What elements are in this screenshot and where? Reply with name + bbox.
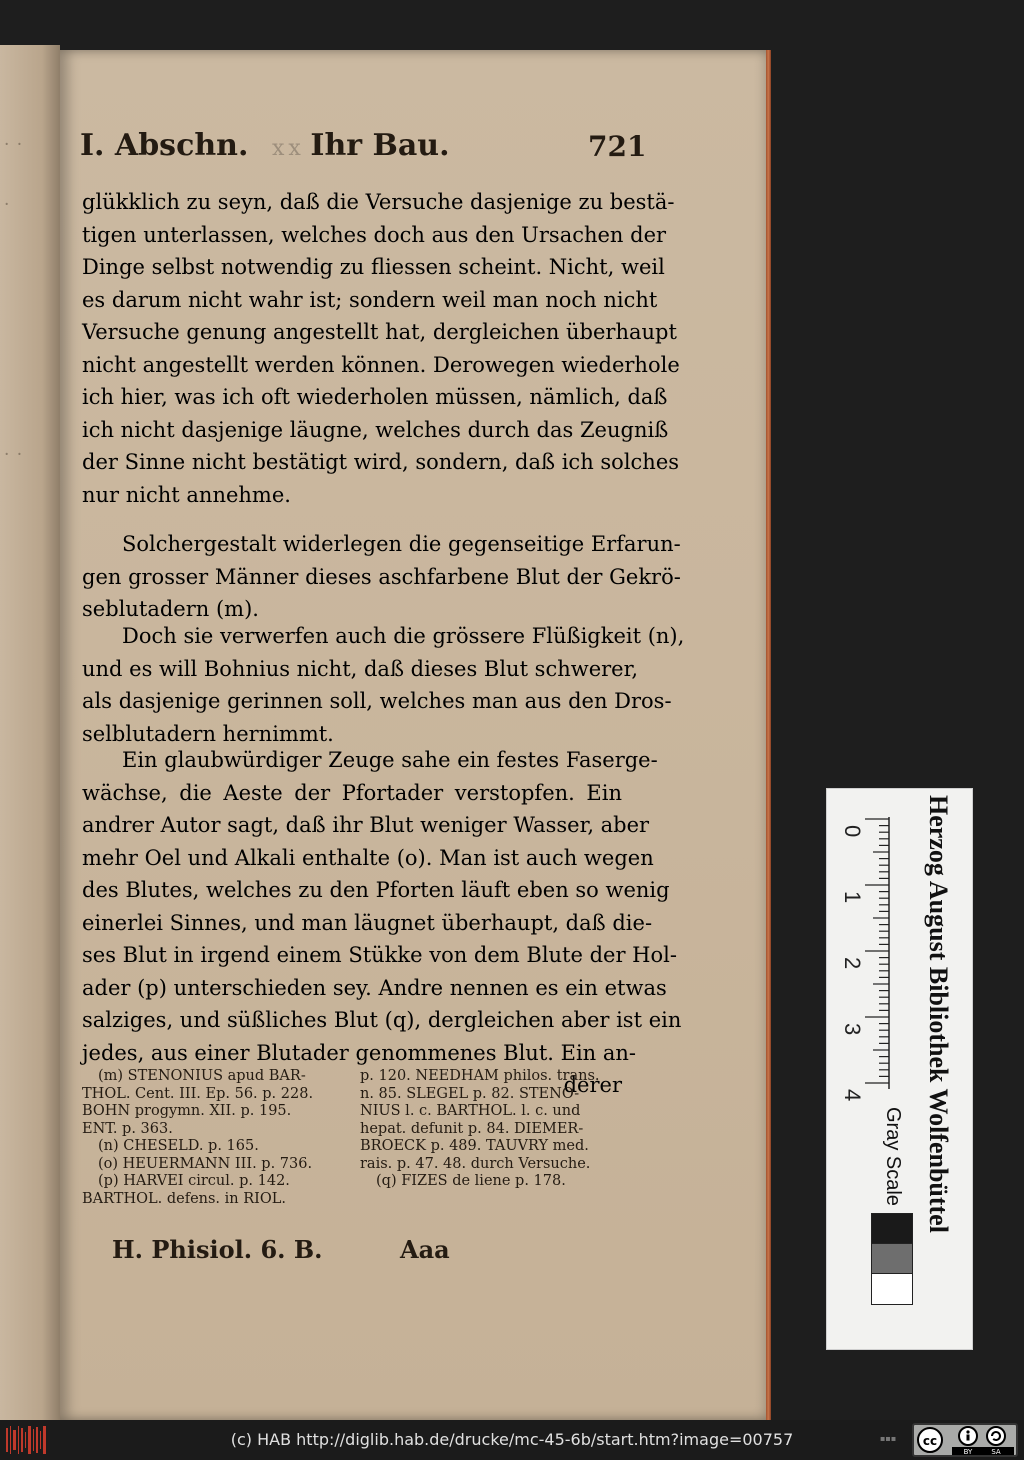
text-line: nur nicht annehme. xyxy=(82,482,291,507)
text-line: ich nicht dasjenige läugne, welches durch das Zeugniß xyxy=(82,417,669,442)
text-line: jedes, aus einer Blutader genommenes Blut. Ein an- xyxy=(82,1040,637,1065)
text-line: mehr Oel und Alkali enthalte (o). Man ist auch wegen xyxy=(82,845,654,870)
text-line: nicht angestellt werden können. Derowegen wiederhole xyxy=(82,352,680,377)
svg-text:BY: BY xyxy=(963,1448,973,1455)
text-line: glükklich zu seyn, daß die Versuche dasjenige zu bestä- xyxy=(82,190,675,214)
footnote-line: n. 85. SLEGEL p. 82. STENO- xyxy=(360,1085,580,1102)
text-line: einerlei Sinnes, und man läugnet überhaupt, daß die- xyxy=(82,910,653,935)
footnote-line: (q) FIZES de liene p. 178. xyxy=(376,1173,566,1189)
text-line: Solchergestalt widerlegen die gegenseitige Erfarun- xyxy=(122,532,681,556)
signature-mark: H. Phisiol. 6. B. xyxy=(112,1235,323,1264)
text-line: salziges, und süßliches Blut (q), dergleichen aber ist ein xyxy=(82,1008,682,1032)
institution-name: Herzog August Bibliothek Wolfenbüttel xyxy=(924,795,953,1233)
color-reference-card xyxy=(826,788,973,1350)
text-line: als dasjenige gerinnen soll, welches man aus den Dros- xyxy=(82,689,672,713)
ruler-number: 2 xyxy=(840,957,865,970)
footnote-line: (p) HARVEI circul. p. 142. xyxy=(98,1173,290,1189)
ruler-ticks xyxy=(865,819,889,1083)
paragraph-4 xyxy=(82,744,682,1102)
text-line: seblutadern (m). xyxy=(82,597,259,621)
footnote-line: p. 120. NEEDHAM philos. trans. xyxy=(360,1068,600,1084)
text-line: andrer Autor sagt, daß ihr Blut weniger Wasser, aber xyxy=(82,813,650,837)
footnote-line: NIUS l. c. BARTHOL. l. c. und xyxy=(360,1103,581,1119)
text-line: es darum nicht wahr ist; sondern weil man noch nicht xyxy=(82,287,658,312)
footnotes-right xyxy=(360,1068,630,1191)
ruler-number: 0 xyxy=(840,825,865,838)
text-line: und es will Bohnius nicht, daß dieses Blut schwerer, xyxy=(82,656,639,681)
page-number: 721 xyxy=(588,130,647,163)
gray-scale-label: Gray Scale xyxy=(882,1107,904,1206)
text-line: des Blutes, welches zu den Pforten läuft eben so wenig xyxy=(82,878,670,902)
text-line: ich hier, was ich oft wiederholen müssen, nämlich, daß xyxy=(82,385,668,409)
footnote-line: hepat. defunit p. 84. DIEMER- xyxy=(360,1120,584,1137)
text-line: Dinge selbst notwendig zu fliessen scheint. Nicht, weil xyxy=(82,255,665,279)
footnote-line: BROECK p. 489. TAUVRY med. xyxy=(360,1138,589,1154)
svg-text:cc: cc xyxy=(922,1434,938,1448)
swatch-white xyxy=(871,1273,913,1305)
footnote-line: ENT. p. 363. xyxy=(82,1120,173,1137)
copyright-url[interactable]: (c) HAB http://diglib.hab.de/drucke/mc-45-6b/start.htm?image=00757 xyxy=(230,1430,794,1449)
text-line: tigen unterlassen, welches doch aus den Ursachen der xyxy=(82,222,667,247)
book-page xyxy=(60,50,770,1420)
running-head-title: Ihr Bau. xyxy=(310,128,450,163)
footnotes-left xyxy=(82,1068,352,1208)
cc-by-sa-icon xyxy=(914,1425,1016,1455)
footnote-line: rais. p. 47. 48. durch Versuche. xyxy=(360,1155,591,1172)
footer-bar xyxy=(0,1420,1024,1460)
text-line: gen grosser Männer dieses aschfarbene Blut der Gekrö- xyxy=(82,564,681,589)
text-line: der Sinne nicht bestätigt wird, sondern, daß ich solches xyxy=(82,450,680,474)
text-line: Doch sie verwerfen auch die grössere Flüßigkeit (n), xyxy=(122,624,685,648)
swatch-gray xyxy=(871,1243,913,1275)
text-line: selblutadern hernimmt. xyxy=(82,721,334,746)
text-line: Versuche genung angestellt hat, dergleichen überhaupt xyxy=(82,320,677,344)
footnote-line: BARTHOL. defens. in RIOL. xyxy=(82,1190,287,1207)
cc-license-badge[interactable] xyxy=(912,1423,1018,1457)
ruler-number: 4 xyxy=(840,1089,865,1102)
ruler-number: 1 xyxy=(840,891,865,904)
footer-small-mark: ▪▪▪ xyxy=(880,1434,897,1443)
svg-text:SA: SA xyxy=(991,1448,1001,1455)
running-head-marks: xx xyxy=(272,136,305,161)
footnote-line: BOHN progymn. XII. p. 195. xyxy=(82,1103,292,1119)
previous-page-edge: · · · · · xyxy=(0,45,60,1420)
paragraph-1 xyxy=(82,186,680,511)
paragraph-2 xyxy=(82,528,681,626)
page-edge xyxy=(766,50,771,1420)
paragraph-3 xyxy=(82,620,685,750)
footnote-line: (m) STENONIUS apud BAR- xyxy=(98,1068,306,1084)
text-line: ses Blut in irgend einem Stükke von dem Blute der Hol- xyxy=(82,943,677,967)
text-line: Ein glaubwürdiger Zeuge sahe ein festes Faserge- xyxy=(122,748,658,772)
footnote-line: (o) HEUERMANN III. p. 736. xyxy=(98,1155,313,1172)
text-line: ader (p) unterschieden sey. Andre nennen es ein etwas xyxy=(82,975,667,1000)
catchword: derer xyxy=(563,1073,622,1097)
footnote-line: (n) CHESELD. p. 165. xyxy=(98,1138,259,1154)
ruler-number: 3 xyxy=(840,1023,865,1036)
running-head-section: I. Abschn. xyxy=(80,128,249,163)
text-line: wächse, die Aeste der Pfortader verstopfen. Ein xyxy=(82,780,622,805)
footnote-line: THOL. Cent. III. Ep. 56. p. 228. xyxy=(82,1085,314,1102)
swatch-black xyxy=(871,1213,913,1245)
gathering-mark: Aaa xyxy=(400,1235,450,1264)
